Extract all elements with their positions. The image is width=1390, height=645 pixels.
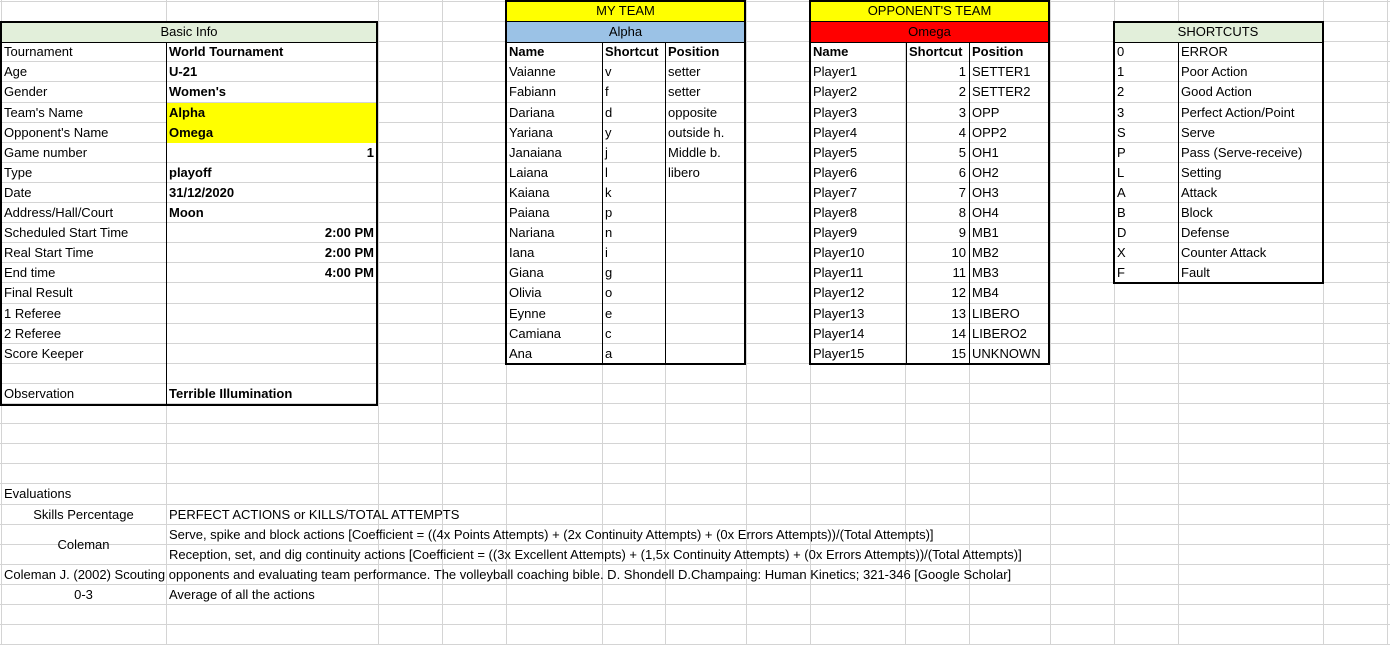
basic-info-value[interactable]: Moon <box>169 205 204 220</box>
my-team-player-shortcut[interactable]: l <box>605 165 608 180</box>
basic-info-value[interactable]: 2:00 PM <box>324 225 374 240</box>
basic-info-value[interactable] <box>166 324 377 344</box>
opponent-player-shortcut[interactable]: 9 <box>958 225 966 240</box>
basic-info-label[interactable]: Score Keeper <box>4 346 84 361</box>
my-team-col-divider-2 <box>665 42 666 364</box>
scale-text[interactable]: Average of all the actions <box>169 587 315 602</box>
basic-info-label[interactable]: 2 Referee <box>4 326 62 341</box>
basic-info-label[interactable]: Final Result <box>4 285 73 300</box>
my-team-player-name[interactable]: Laiana <box>509 165 549 180</box>
opponent-col-divider-2 <box>969 42 970 364</box>
shortcut-meaning[interactable]: Defense <box>1181 225 1230 240</box>
shortcut-key[interactable]: B <box>1117 205 1126 220</box>
opponent-player-shortcut[interactable]: 8 <box>958 205 966 220</box>
my-team-title[interactable]: MY TEAM <box>596 3 655 18</box>
opponent-player-position[interactable]: OPP2 <box>972 125 1007 140</box>
basic-info-header-border <box>1 42 377 43</box>
opponent-player-shortcut[interactable]: 6 <box>958 165 966 180</box>
my-team-name-border <box>506 42 745 43</box>
my-team-player-shortcut[interactable]: v <box>605 64 612 79</box>
shortcut-key[interactable]: X <box>1117 245 1126 260</box>
basic-info-header[interactable]: Basic Info <box>160 24 218 39</box>
my-team-player-shortcut[interactable]: e <box>605 306 613 321</box>
my-team-player-name[interactable]: Kaiana <box>509 185 550 200</box>
my-team-player-position[interactable]: outside h. <box>668 125 725 140</box>
opponent-player-shortcut[interactable]: 10 <box>951 245 966 260</box>
opponent-player-name[interactable]: Player14 <box>813 326 865 341</box>
basic-info-label[interactable]: Game number <box>4 145 88 160</box>
opponent-player-position[interactable]: MB2 <box>972 245 999 260</box>
shortcut-key[interactable]: A <box>1117 185 1126 200</box>
opponent-player-name[interactable]: Player6 <box>813 165 858 180</box>
my-team-title-border <box>506 21 745 22</box>
my-team-player-name[interactable]: Yariana <box>509 125 553 140</box>
shortcut-key[interactable]: P <box>1117 145 1126 160</box>
opponent-player-shortcut[interactable]: 11 <box>952 265 966 280</box>
opponent-player-name[interactable]: Player4 <box>813 125 858 140</box>
opponent-player-position[interactable]: MB3 <box>972 265 999 280</box>
opponent-player-position[interactable]: UNKNOWN <box>972 346 1041 361</box>
opponent-title[interactable]: OPPONENT'S TEAM <box>867 3 992 18</box>
my-team-header-position[interactable]: Position <box>668 44 720 59</box>
opponent-player-shortcut[interactable]: 14 <box>951 326 966 341</box>
my-team-player-name[interactable]: Camiana <box>509 326 562 341</box>
basic-info-value[interactable]: Women's <box>169 84 227 99</box>
skills-percentage-label[interactable]: Skills Percentage <box>33 507 134 522</box>
shortcuts-header-border <box>1114 42 1323 43</box>
basic-info-label[interactable]: Tournament <box>4 44 73 59</box>
my-team-name[interactable]: Alpha <box>608 24 643 39</box>
my-team-player-position[interactable]: setter <box>668 64 701 79</box>
opponent-name-border <box>810 42 1049 43</box>
opponent-player-position[interactable]: OH2 <box>972 165 999 180</box>
shortcut-meaning[interactable]: Attack <box>1181 185 1218 200</box>
my-team-player-name[interactable]: Paiana <box>509 205 550 220</box>
basic-info-value[interactable]: Omega <box>169 125 214 140</box>
my-team-player-name[interactable]: Fabiann <box>509 84 556 99</box>
opponent-title-border <box>810 21 1049 22</box>
shortcut-meaning[interactable]: Counter Attack <box>1181 245 1267 260</box>
opponent-player-name[interactable]: Player10 <box>813 245 865 260</box>
my-team-player-position[interactable]: Middle b. <box>668 145 721 160</box>
my-team-player-position[interactable] <box>665 243 745 263</box>
basic-info-label[interactable]: Type <box>4 165 33 180</box>
my-team-player-position[interactable] <box>665 283 745 303</box>
opponent-player-shortcut[interactable]: 15 <box>951 346 966 361</box>
opponent-player-name[interactable]: Player8 <box>813 205 858 220</box>
basic-info-value[interactable] <box>166 344 377 364</box>
shortcut-meaning[interactable]: ERROR <box>1181 44 1228 59</box>
opponent-player-name[interactable]: Player9 <box>813 225 858 240</box>
opponent-header-shortcut[interactable]: Shortcut <box>909 44 963 59</box>
basic-info-label[interactable]: Scheduled Start Time <box>4 225 129 240</box>
opponent-col-divider-1 <box>906 42 907 364</box>
my-team-player-shortcut[interactable]: f <box>605 84 609 99</box>
shortcut-key[interactable]: 3 <box>1117 105 1125 120</box>
basic-info-label[interactable]: Gender <box>4 84 48 99</box>
basic-info-label[interactable]: Age <box>4 64 28 79</box>
coleman-label[interactable]: Coleman <box>57 537 110 552</box>
basic-info-label[interactable]: End time <box>4 265 56 280</box>
opponent-player-name[interactable]: Player5 <box>813 145 858 160</box>
my-team-player-position[interactable]: setter <box>668 84 701 99</box>
opponent-player-position[interactable]: OH4 <box>972 205 999 220</box>
opponent-player-name[interactable]: Player15 <box>813 346 865 361</box>
shortcut-meaning[interactable]: Poor Action <box>1181 64 1248 79</box>
shortcut-meaning[interactable]: Good Action <box>1181 84 1252 99</box>
shortcut-meaning[interactable]: Perfect Action/Point <box>1181 105 1295 120</box>
opponent-player-shortcut[interactable]: 4 <box>958 125 966 140</box>
basic-info-label[interactable]: Observation <box>4 386 75 401</box>
opponent-player-position[interactable]: OH3 <box>972 185 999 200</box>
my-team-player-shortcut[interactable]: j <box>605 145 608 160</box>
basic-info-value[interactable] <box>166 304 377 324</box>
shortcut-meaning[interactable]: Block <box>1181 205 1213 220</box>
basic-info-value[interactable] <box>166 283 377 303</box>
shortcut-meaning[interactable]: Fault <box>1181 265 1210 280</box>
coleman-reference[interactable]: Coleman J. (2002) Scouting opponents and evaluating team performance. The volleyball coaching bible. D. Shondell D.Champaing: Human Kinetics; 321-346 [Google Scholar] <box>4 567 1012 582</box>
my-team-player-name[interactable]: Janaiana <box>509 145 562 160</box>
opponent-header-position[interactable]: Position <box>972 44 1024 59</box>
my-team-player-position[interactable] <box>665 223 745 243</box>
skills-percentage-text[interactable]: PERFECT ACTIONS or KILLS/TOTAL ATTEMPTS <box>169 507 460 522</box>
my-team-player-name[interactable]: Vaianne <box>509 64 556 79</box>
basic-info-label[interactable]: Team's Name <box>4 105 84 120</box>
basic-info-label[interactable]: Real Start Time <box>4 245 94 260</box>
basic-info-label[interactable]: Address/Hall/Court <box>4 205 114 220</box>
my-team-player-position[interactable] <box>665 263 745 283</box>
shortcuts-divider <box>1178 42 1179 283</box>
evaluations-title[interactable]: Evaluations <box>4 486 72 501</box>
opponent-player-name[interactable]: Player11 <box>813 265 864 280</box>
opponent-player-shortcut[interactable]: 5 <box>958 145 966 160</box>
basic-info-value[interactable]: Alpha <box>169 105 206 120</box>
my-team-player-position[interactable]: opposite <box>668 105 718 120</box>
coleman-line-1[interactable]: Serve, spike and block actions [Coefficient = ((4x Points Attempts) + (2x Continuity Attempts) + (0x Errors Attempts))/(Total Attempts)] <box>169 527 934 542</box>
my-team-player-shortcut[interactable]: c <box>605 326 612 341</box>
my-team-player-shortcut[interactable]: n <box>605 225 613 240</box>
my-team-player-name[interactable]: Giana <box>509 265 544 280</box>
opponent-player-position[interactable]: OH1 <box>972 145 999 160</box>
my-team-player-shortcut[interactable]: g <box>605 265 613 280</box>
my-team-header-shortcut[interactable]: Shortcut <box>605 44 659 59</box>
my-team-player-name[interactable]: Eynne <box>509 306 546 321</box>
basic-info-value[interactable] <box>166 364 377 384</box>
opponent-player-position[interactable]: SETTER1 <box>972 64 1031 79</box>
my-team-player-position[interactable] <box>665 344 745 364</box>
basic-info-label[interactable] <box>1 364 166 384</box>
shortcut-key[interactable]: D <box>1117 225 1127 240</box>
basic-info-value[interactable]: 2:00 PM <box>324 245 374 260</box>
my-team-player-name[interactable]: Nariana <box>509 225 555 240</box>
my-team-player-position[interactable] <box>665 183 745 203</box>
my-team-player-shortcut[interactable]: p <box>605 205 613 220</box>
opponent-player-shortcut[interactable]: 12 <box>951 285 966 300</box>
opponent-name[interactable]: Omega <box>908 24 951 39</box>
shortcut-meaning[interactable]: Setting <box>1181 165 1222 180</box>
my-team-player-name[interactable]: Olivia <box>509 285 542 300</box>
shortcut-key[interactable]: S <box>1117 125 1126 140</box>
basic-info-value[interactable]: Terrible Illumination <box>169 386 293 401</box>
opponent-player-name[interactable]: Player12 <box>813 285 865 300</box>
opponent-player-name[interactable]: Player13 <box>813 306 865 321</box>
my-team-player-position[interactable]: libero <box>668 165 700 180</box>
shortcut-meaning[interactable]: Pass (Serve-receive) <box>1181 145 1303 160</box>
coleman-line-2[interactable]: Reception, set, and dig continuity actions [Coefficient = ((3x Excellent Attempts) + (1,5x Continuity Attempts) + (0x Errors Attempts))/(Total Attempts)] <box>169 547 1022 562</box>
shortcut-key[interactable]: 1 <box>1117 64 1125 79</box>
opponent-player-name[interactable]: Player1 <box>813 64 858 79</box>
basic-info-label[interactable]: Date <box>4 185 32 200</box>
opponent-player-position[interactable]: MB4 <box>972 285 999 300</box>
basic-info-label[interactable]: 1 Referee <box>4 306 62 321</box>
opponent-player-name[interactable]: Player2 <box>813 84 858 99</box>
my-team-player-shortcut[interactable]: i <box>605 245 608 260</box>
basic-info-value[interactable]: 31/12/2020 <box>169 185 235 200</box>
basic-info-value[interactable]: U-21 <box>169 64 198 79</box>
opponent-player-position[interactable]: OPP <box>972 105 1000 120</box>
opponent-player-shortcut[interactable]: 13 <box>951 306 966 321</box>
shortcut-meaning[interactable]: Serve <box>1181 125 1215 140</box>
opponent-header-name[interactable]: Name <box>813 44 849 59</box>
opponent-player-shortcut[interactable]: 7 <box>958 185 966 200</box>
basic-info-value[interactable]: playoff <box>169 165 212 180</box>
basic-info-divider <box>166 42 167 405</box>
my-team-player-shortcut[interactable]: y <box>605 125 612 140</box>
my-team-player-shortcut[interactable]: o <box>605 285 613 300</box>
basic-info-label[interactable]: Opponent's Name <box>4 125 109 140</box>
my-team-player-shortcut[interactable]: k <box>605 185 612 200</box>
shortcut-key[interactable]: L <box>1117 165 1125 180</box>
opponent-player-shortcut[interactable]: 2 <box>958 84 966 99</box>
my-team-player-position[interactable] <box>665 203 745 223</box>
scale-label[interactable]: 0-3 <box>74 587 93 602</box>
my-team-player-shortcut[interactable]: d <box>605 105 613 120</box>
shortcut-key[interactable]: 0 <box>1117 44 1125 59</box>
my-team-player-name[interactable]: Ana <box>509 346 533 361</box>
shortcut-key[interactable]: 2 <box>1117 84 1125 99</box>
my-team-player-shortcut[interactable]: a <box>605 346 613 361</box>
my-team-player-position[interactable] <box>665 324 745 344</box>
opponent-player-position[interactable]: SETTER2 <box>972 84 1031 99</box>
opponent-player-name[interactable]: Player7 <box>813 185 858 200</box>
basic-info-value[interactable]: 1 <box>366 145 374 160</box>
opponent-player-position[interactable]: LIBERO <box>972 306 1020 321</box>
my-team-player-position[interactable] <box>665 304 745 324</box>
shortcut-key[interactable]: F <box>1117 265 1125 280</box>
opponent-player-shortcut[interactable]: 3 <box>958 105 966 120</box>
basic-info-value[interactable]: 4:00 PM <box>324 265 374 280</box>
basic-info-value[interactable]: World Tournament <box>169 44 284 59</box>
opponent-player-position[interactable]: MB1 <box>972 225 999 240</box>
my-team-player-name[interactable]: Iana <box>509 245 535 260</box>
my-team-player-name[interactable]: Dariana <box>509 105 555 120</box>
opponent-player-shortcut[interactable]: 1 <box>958 64 966 79</box>
opponent-player-name[interactable]: Player3 <box>813 105 858 120</box>
opponent-player-position[interactable]: LIBERO2 <box>972 326 1027 341</box>
my-team-col-divider-1 <box>602 42 603 364</box>
shortcuts-header[interactable]: SHORTCUTS <box>1177 24 1259 39</box>
my-team-header-name[interactable]: Name <box>509 44 545 59</box>
